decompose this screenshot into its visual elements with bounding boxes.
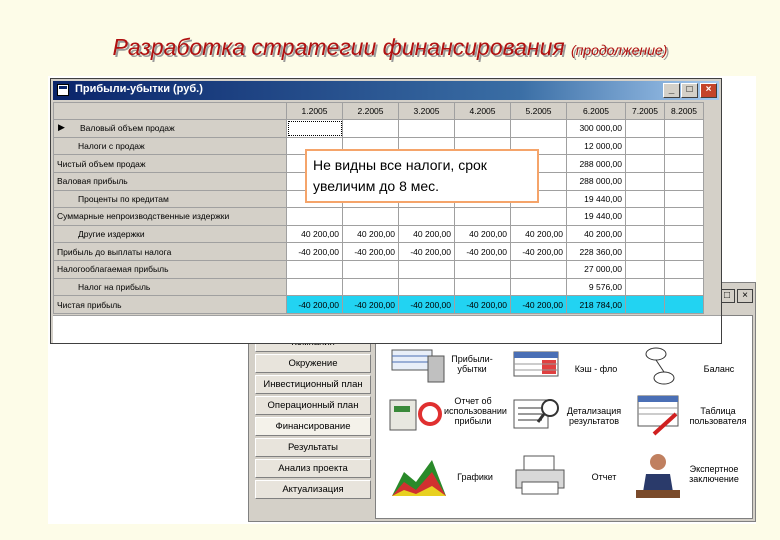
column-header[interactable]: 3.2005 — [399, 103, 455, 120]
table-cell[interactable] — [399, 261, 455, 279]
row-label[interactable] — [54, 155, 287, 173]
nav-investment-plan[interactable]: Инвестиционный план — [255, 375, 371, 394]
table-cell[interactable]: 40 200,00 — [567, 225, 626, 243]
table-cell[interactable]: -40 200,00 — [343, 243, 399, 261]
table-cell[interactable]: -40 200,00 — [511, 243, 567, 261]
table-cell[interactable] — [287, 208, 343, 226]
table-cell[interactable]: 40 200,00 — [511, 225, 567, 243]
table-cell[interactable] — [626, 137, 665, 155]
table-cell[interactable] — [287, 278, 343, 296]
profit-usage-icon — [388, 396, 448, 440]
row-label[interactable] — [54, 137, 287, 155]
table-row[interactable] — [54, 225, 704, 243]
table-cell[interactable] — [399, 208, 455, 226]
bg-results-panel — [375, 315, 753, 519]
table-cell[interactable]: -40 200,00 — [287, 243, 343, 261]
nav-results[interactable]: Результаты — [255, 438, 371, 457]
tile-user-table-label: Таблица пользователя — [689, 406, 747, 426]
balance-scale-icon — [636, 346, 688, 386]
tile-profit-usage-label: Отчет об использовании прибыли — [444, 396, 507, 426]
table-cell[interactable]: -40 200,00 — [287, 296, 343, 314]
table-cell[interactable] — [665, 296, 704, 314]
printer-icon — [514, 454, 570, 500]
table-cell[interactable] — [511, 261, 567, 279]
table-row[interactable] — [54, 120, 704, 138]
row-label-text: Чистая прибыль — [57, 299, 122, 310]
table-row[interactable] — [54, 243, 704, 261]
row-label[interactable] — [54, 278, 287, 296]
table-cell[interactable]: 12 000,00 — [567, 137, 626, 155]
table-cell[interactable] — [455, 278, 511, 296]
corner-header — [54, 103, 287, 120]
table-cell[interactable]: -40 200,00 — [511, 296, 567, 314]
table-cell[interactable]: 288 000,00 — [567, 155, 626, 173]
bg-navigation — [255, 333, 373, 501]
table-cell[interactable] — [626, 261, 665, 279]
tile-expert[interactable] — [632, 450, 750, 506]
column-header[interactable]: 2.2005 — [343, 103, 399, 120]
table-cell[interactable]: 218 784,00 — [567, 296, 626, 314]
row-label-text: Другие издержки — [78, 229, 145, 240]
minimize-button[interactable]: _ — [663, 83, 680, 98]
row-label-text: Налог на прибыль — [78, 281, 151, 292]
table-cell[interactable] — [511, 120, 567, 138]
table-cell[interactable] — [665, 278, 704, 296]
table-cell[interactable]: 40 200,00 — [287, 225, 343, 243]
table-cell[interactable] — [399, 120, 455, 138]
tile-charts[interactable] — [384, 450, 502, 506]
table-cell[interactable] — [626, 120, 665, 138]
table-cell[interactable]: -40 200,00 — [455, 296, 511, 314]
table-cell[interactable] — [626, 225, 665, 243]
table-cell[interactable] — [399, 278, 455, 296]
window-titlebar[interactable] — [53, 81, 719, 100]
area-chart-icon — [390, 452, 450, 502]
tile-report[interactable] — [510, 450, 628, 506]
column-header[interactable]: 6.2005 — [567, 103, 626, 120]
table-cell[interactable]: 9 576,00 — [567, 278, 626, 296]
nav-financing[interactable]: Финансирование — [255, 417, 371, 436]
vertical-scrollbar[interactable] — [705, 102, 721, 314]
tile-details-label: Детализация результатов — [566, 406, 622, 426]
column-header[interactable]: 5.2005 — [511, 103, 567, 120]
table-cell[interactable] — [343, 278, 399, 296]
table-cell[interactable] — [665, 137, 704, 155]
row-label-text: Валовая прибыль — [57, 176, 128, 187]
table-cell[interactable] — [343, 208, 399, 226]
table-cell[interactable]: 300 000,00 — [567, 120, 626, 138]
grid-report-icon — [388, 348, 448, 384]
table-cell[interactable]: 40 200,00 — [455, 225, 511, 243]
expert-person-icon — [636, 450, 684, 502]
tile-profit-usage[interactable] — [384, 394, 507, 444]
table-cell[interactable] — [665, 243, 704, 261]
table-row[interactable] — [54, 278, 704, 296]
close-button[interactable]: × — [700, 83, 717, 98]
bg-close-button[interactable]: × — [737, 289, 753, 303]
row-label-text: Налогооблагаемая прибыль — [57, 264, 169, 275]
table-cell[interactable]: 228 360,00 — [567, 243, 626, 261]
table-cell[interactable] — [626, 172, 665, 190]
bg-maximize-button[interactable]: □ — [719, 289, 735, 303]
row-label[interactable] — [54, 208, 287, 226]
nav-operation-plan[interactable]: Операционный план — [255, 396, 371, 415]
row-label[interactable] — [54, 172, 287, 190]
table-cell[interactable]: 19 440,00 — [567, 190, 626, 208]
nav-project-analysis[interactable]: Анализ проекта — [255, 459, 371, 478]
row-label-text: Валовый объем продаж — [80, 123, 175, 134]
row-indicator-icon: ▶ — [58, 122, 65, 132]
grid-header-row — [54, 103, 704, 120]
table-cell[interactable] — [665, 155, 704, 173]
table-cell[interactable] — [626, 243, 665, 261]
table-cell[interactable] — [665, 225, 704, 243]
table-cell[interactable] — [626, 208, 665, 226]
table-cell[interactable] — [626, 296, 665, 314]
table-cell[interactable]: 40 200,00 — [399, 225, 455, 243]
row-label-text: Налоги с продаж — [78, 140, 145, 151]
table-cell[interactable] — [665, 261, 704, 279]
table-cell[interactable]: 27 000,00 — [567, 261, 626, 279]
table-row[interactable] — [54, 208, 704, 226]
table-cell[interactable] — [455, 120, 511, 138]
tile-charts-label: Графики — [457, 472, 493, 482]
slide-title-sub: (продолжение) — [571, 42, 668, 58]
tile-report-label: Отчет — [591, 472, 617, 482]
column-header[interactable]: 8.2005 — [665, 103, 704, 120]
tile-balance-label: Баланс — [703, 364, 735, 374]
tile-profit-loss-label: Прибыли-убытки — [451, 354, 493, 374]
maximize-button[interactable]: □ — [681, 83, 698, 98]
row-label-text: Чистый объем продаж — [57, 158, 146, 169]
table-cell[interactable]: -40 200,00 — [399, 243, 455, 261]
table-cell[interactable]: -40 200,00 — [343, 296, 399, 314]
tile-details[interactable] — [510, 394, 628, 444]
table-cell[interactable] — [343, 120, 399, 138]
table-cell[interactable] — [343, 261, 399, 279]
table-cell[interactable] — [455, 208, 511, 226]
table-cell[interactable] — [626, 155, 665, 173]
profit-loss-window — [50, 78, 722, 344]
table-cell[interactable] — [626, 190, 665, 208]
row-label[interactable] — [54, 261, 287, 279]
tile-cashflow[interactable] — [510, 346, 628, 390]
row-label-text: Прибыль до выплаты налога — [57, 246, 172, 257]
table-cell[interactable] — [626, 278, 665, 296]
row-label[interactable] — [54, 190, 287, 208]
tile-expert-label: Экспертное заключение — [689, 464, 739, 484]
cashflow-table-icon — [512, 348, 568, 384]
tile-cashflow-label: Кэш - фло — [574, 364, 618, 374]
row-label-text: Суммарные непроизводственные издержки — [57, 211, 230, 222]
tile-user-table[interactable] — [632, 394, 750, 444]
table-cell[interactable]: -40 200,00 — [455, 243, 511, 261]
table-cell[interactable] — [511, 278, 567, 296]
column-header[interactable]: 7.2005 — [626, 103, 665, 120]
row-label[interactable] — [54, 225, 287, 243]
table-cell[interactable] — [665, 208, 704, 226]
table-cell[interactable]: 288 000,00 — [567, 172, 626, 190]
table-cell[interactable]: 19 440,00 — [567, 208, 626, 226]
table-row[interactable] — [54, 261, 704, 279]
row-label[interactable] — [54, 243, 287, 261]
app-icon — [57, 84, 69, 96]
slide-title — [0, 34, 780, 61]
grid-empty-area — [53, 315, 721, 343]
table-cell[interactable] — [665, 190, 704, 208]
table-row[interactable] — [54, 296, 704, 314]
table-cell[interactable] — [287, 261, 343, 279]
nav-environment[interactable]: Окружение — [255, 354, 371, 373]
column-header[interactable]: 1.2005 — [287, 103, 343, 120]
row-label[interactable] — [54, 296, 287, 314]
table-cell[interactable] — [287, 120, 343, 138]
nav-actualization[interactable]: Актуализация — [255, 480, 371, 499]
table-cell[interactable] — [665, 120, 704, 138]
profit-loss-grid — [53, 102, 704, 314]
table-cell[interactable] — [455, 261, 511, 279]
slide-title-main: Разработка стратегии финансирования — [112, 34, 565, 60]
tile-profit-loss[interactable] — [384, 346, 502, 390]
row-label[interactable] — [54, 120, 287, 138]
window-title: Прибыли-убытки (руб.) — [75, 83, 203, 95]
column-header[interactable]: 4.2005 — [455, 103, 511, 120]
table-cell[interactable] — [665, 172, 704, 190]
table-cell[interactable]: -40 200,00 — [399, 296, 455, 314]
table-cell[interactable]: 40 200,00 — [343, 225, 399, 243]
table-cell[interactable] — [511, 208, 567, 226]
tile-balance[interactable] — [632, 346, 750, 390]
annotation-callout: Не видны все налоги, срок увеличим до 8 мес. — [305, 149, 539, 203]
user-table-icon — [636, 394, 692, 440]
row-label-text: Проценты по кредитам — [78, 193, 169, 204]
